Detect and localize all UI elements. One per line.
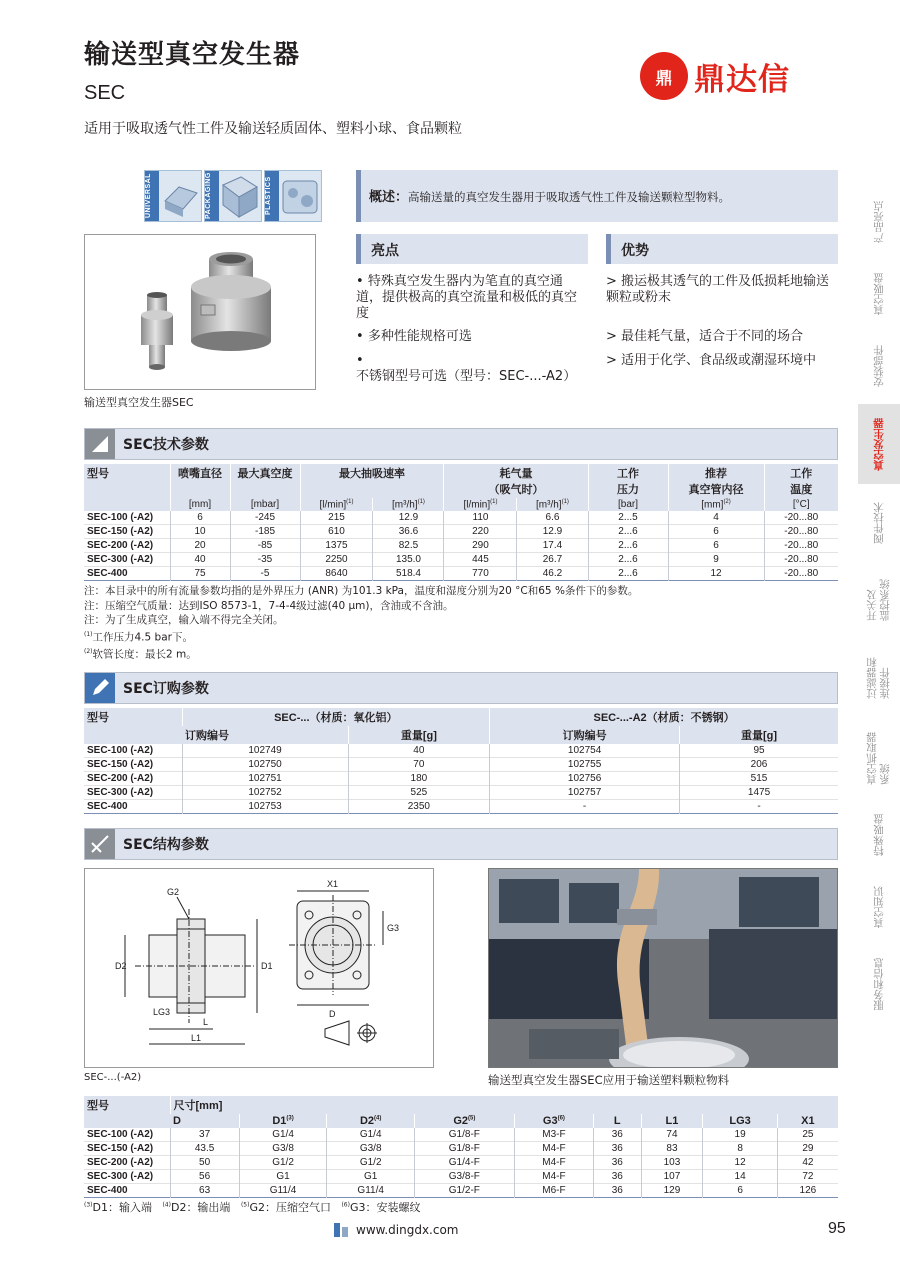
table-row: SEC-300 (-A2) 56 G1 G1 G3/8-F M4-F 36 107 14 72 <box>84 1170 838 1184</box>
logo-mark: 鼎 <box>640 52 688 100</box>
note: $^{(1)}$工作压力4.5 bar下。 <box>84 630 193 643</box>
side-tab-special-cups[interactable]: 特殊吸盘 <box>872 814 885 856</box>
table-row: SEC-150 (-A2) 10 -185 610 36.6 220 12.9 2...6 6 -20...80 <box>84 525 838 539</box>
structure-section-header <box>84 828 838 860</box>
dim-label: D2 <box>115 961 127 971</box>
side-tab-vacuum-generators[interactable]: 真空发生器 <box>858 404 900 484</box>
order-section-header <box>84 672 838 704</box>
category-icons <box>144 170 320 222</box>
table-row: SEC-200 (-A2) 20 -85 1375 82.5 290 17.4 2...6 6 -20...80 <box>84 539 838 553</box>
dimension-footnote: $^{(3)}$D1：输入端 $^{(4)}$D2：输出端 $^{(5)}$G2：压缩空气口 $^{(6)}$G3：安装螺纹 <box>84 1201 421 1214</box>
universal-icon: UNIVERSAL <box>144 170 202 222</box>
application-photo <box>488 868 838 1068</box>
brand-mark-icon <box>334 1223 350 1237</box>
dim-label: D <box>329 1009 336 1019</box>
side-tab-suction-cups[interactable]: 真空吸盘 <box>872 273 885 315</box>
table-row: SEC-150 (-A2) 102750 70 102755 206 <box>84 758 838 772</box>
page-number: 95 <box>828 1220 846 1237</box>
tech-table: 型号 喷嘴直径 最大真空度 最大抽吸速率 耗气量 （吸气时） 工作 压力 推荐 真空管内径 工作 温度 [mm] [mbar] $[l/\min]^{(1)}$ $[m^3/h]^{(1)}$ $[l/\min]^{(1)}$ $[m^3/h]^{(1)}$ [bar] [mm]$^{(2)}$ [°C] SEC-100 (-A2) 6 -245 215 12.9 110 6.6 2...5 4 -20...80 SEC-150 (-A2) 10 -185 610 36.6 220 12.9 2...6 6 -20...80 SEC-200 (-A2) 20 -85 1375 82.5 290 17.4 2...6 6 -20...80 SEC-300 (-A2) 40 -35 2250 135.0 445 26.7 2...6 9 -20...80 SEC-400 75 -5 8640 518.4 770 46.2 2...6 12 -20...80 <box>84 464 838 581</box>
note: 注：压缩空气质量：达到ISO 8573-1，7-4-4级过滤(40 μm)，含油或不含油。 <box>84 599 454 612</box>
side-tab-highlights[interactable]: 产品亮点 <box>872 201 885 243</box>
dim-label: X1 <box>327 879 339 889</box>
tech-notes <box>84 584 638 662</box>
dim-label: L <box>203 1017 209 1027</box>
overview-label: 概述： <box>369 190 409 205</box>
structure-section-title: SEC结构参数 <box>123 837 209 853</box>
table-row: SEC-400 102753 2350 - - <box>84 800 838 814</box>
side-tab-mounting[interactable]: 安装部件 <box>872 345 885 387</box>
packaging-icon: PACKAGING <box>204 170 262 222</box>
logo-text: 鼎达信 <box>694 61 790 98</box>
list-item: • 多种性能规格可选 <box>356 329 472 344</box>
brand-logo <box>640 52 830 100</box>
tech-section-header <box>84 428 838 460</box>
overview-box <box>356 170 838 222</box>
side-tab-gripper-systems[interactable]: 真空抓取器 系统 <box>866 731 891 785</box>
plastics-icon: PLASTICS <box>264 170 322 222</box>
table-row: SEC-400 63 G11/4 G11/4 G1/2-F M6-F 36 129 6 126 <box>84 1184 838 1198</box>
order-table: 型号 SEC-...（材质：氧化铝） SEC-...-A2（材质：不锈钢） 订购编号 重量[g] 订购编号 重量[g] SEC-100 (-A2) 102749 40 102754 95 SEC-150 (-A2) 102750 70 102755 206 SEC-200 (-A2) 102751 180 102756 515 SEC-300 (-A2) 102752 525 102757 1475 SEC-400 102753 2350 - - <box>84 708 838 814</box>
table-row: SEC-200 (-A2) 102751 180 102756 515 <box>84 772 838 786</box>
note: 注：为了生成真空，输入端不得完全关闭。 <box>84 614 284 626</box>
page-title: 输送型真空发生器 <box>84 40 301 70</box>
dim-label: LG3 <box>153 1007 171 1017</box>
order-section-title: SEC订购参数 <box>123 681 209 697</box>
dim-label: G3 <box>387 923 400 933</box>
side-tab-filters[interactable]: 过滤器和 连接件 <box>866 657 891 699</box>
list-item: > 适用于化学、食品级或潮湿环境中 <box>606 353 817 368</box>
advantages-header: 优势 <box>606 234 838 264</box>
note: $^{(2)}$软管长度：最长2 m。 <box>84 647 197 660</box>
note: 注：本目录中的所有流量参数均指的是外界压力 (ANR) 为101.3 kPa，温度和湿度分别为20 °C和65 %条件下的参数。 <box>84 585 639 597</box>
dim-label: D1 <box>261 961 273 971</box>
side-tab-valves[interactable]: 阀件技术 <box>872 502 885 544</box>
side-tab-knowledge[interactable]: 真空知识 <box>872 886 885 928</box>
table-row: SEC-200 (-A2) 50 G1/2 G1/2 G1/4-F M4-F 36 103 12 42 <box>84 1156 838 1170</box>
application-caption: 输送型真空发生器SEC应用于输送塑料颗粒物料 <box>488 1073 730 1087</box>
product-code: SEC <box>84 82 126 104</box>
side-tab-service[interactable]: 服务和信息 <box>872 957 885 1011</box>
chart-icon <box>85 429 115 459</box>
product-photo-caption: 输送型真空发生器SEC <box>84 396 194 409</box>
list-item: • 不锈钢型号可选（型号：SEC-...-A2） <box>356 353 577 384</box>
table-row: SEC-100 (-A2) 37 G1/4 G1/4 G1/8-F M3-F 36 74 19 25 <box>84 1128 838 1142</box>
table-row: SEC-400 75 -5 8640 518.4 770 46.2 2...6 12 -20...80 <box>84 567 838 581</box>
product-photo <box>84 234 316 390</box>
dim-label: L1 <box>191 1033 202 1043</box>
table-row: SEC-100 (-A2) 6 -245 215 12.9 110 6.6 2...5 4 -20...80 <box>84 511 838 525</box>
pencil-icon <box>85 673 115 703</box>
drawing-caption: SEC-...(-A2) <box>84 1072 142 1083</box>
highlights-header: 亮点 <box>356 234 588 264</box>
list-item: • 特殊真空发生器内为笔直的真空通道，提供极高的真空流量和极低的真空度 <box>356 274 578 321</box>
caliper-icon <box>85 829 115 859</box>
dimension-table: 型号 尺寸[mm] D D1$^{(3)}$ D2$^{(4)}$ G2$^{(5)}$ G3$^{(6)}$ L L1 LG3 X1 SEC-100 (-A2) 37 G1/4 G1/4 G1/8-F M3-F 36 74 19 25 SEC-150 (-A2) 43.5 G3/8 G3/8 G1/8-F M4-F 36 83 8 29 SEC-200 (-A2) 50 G1/2 G1/2 G1/4-F M4-F 36 103 12 42 SEC-300 (-A2) 56 G1 G1 G3/8-F M4-F 36 107 14 72 SEC-400 63 G11/4 G11/4 G1/2-F M6-F 36 129 6 126 <box>84 1096 838 1198</box>
dim-label: G2 <box>167 887 180 897</box>
table-row: SEC-300 (-A2) 102752 525 102757 1475 <box>84 786 838 800</box>
technical-drawing <box>84 868 434 1068</box>
side-tab-switches[interactable]: 开关及 监控系统 <box>866 579 891 621</box>
table-row: SEC-100 (-A2) 102749 40 102754 95 <box>84 744 838 758</box>
list-item: > 搬运极其透气的工件及低损耗地输送颗粒或粉末 <box>606 274 830 305</box>
table-row: SEC-150 (-A2) 43.5 G3/8 G3/8 G1/8-F M4-F 36 83 8 29 <box>84 1142 838 1156</box>
overview-text: 高输送量的真空发生器用于吸取透气性工件及输送颗粒型物料。 <box>408 190 731 204</box>
list-item: > 最佳耗气量，适合于不同的场合 <box>606 329 804 344</box>
website-link[interactable]: www.dingdx.com <box>334 1223 459 1237</box>
table-row: SEC-300 (-A2) 40 -35 2250 135.0 445 26.7 2...6 9 -20...80 <box>84 553 838 567</box>
tech-section-title: SEC技术参数 <box>123 437 209 453</box>
product-description: 适用于吸取透气性工件及输送轻质固体、塑料小球、食品颗粒 <box>84 121 462 137</box>
